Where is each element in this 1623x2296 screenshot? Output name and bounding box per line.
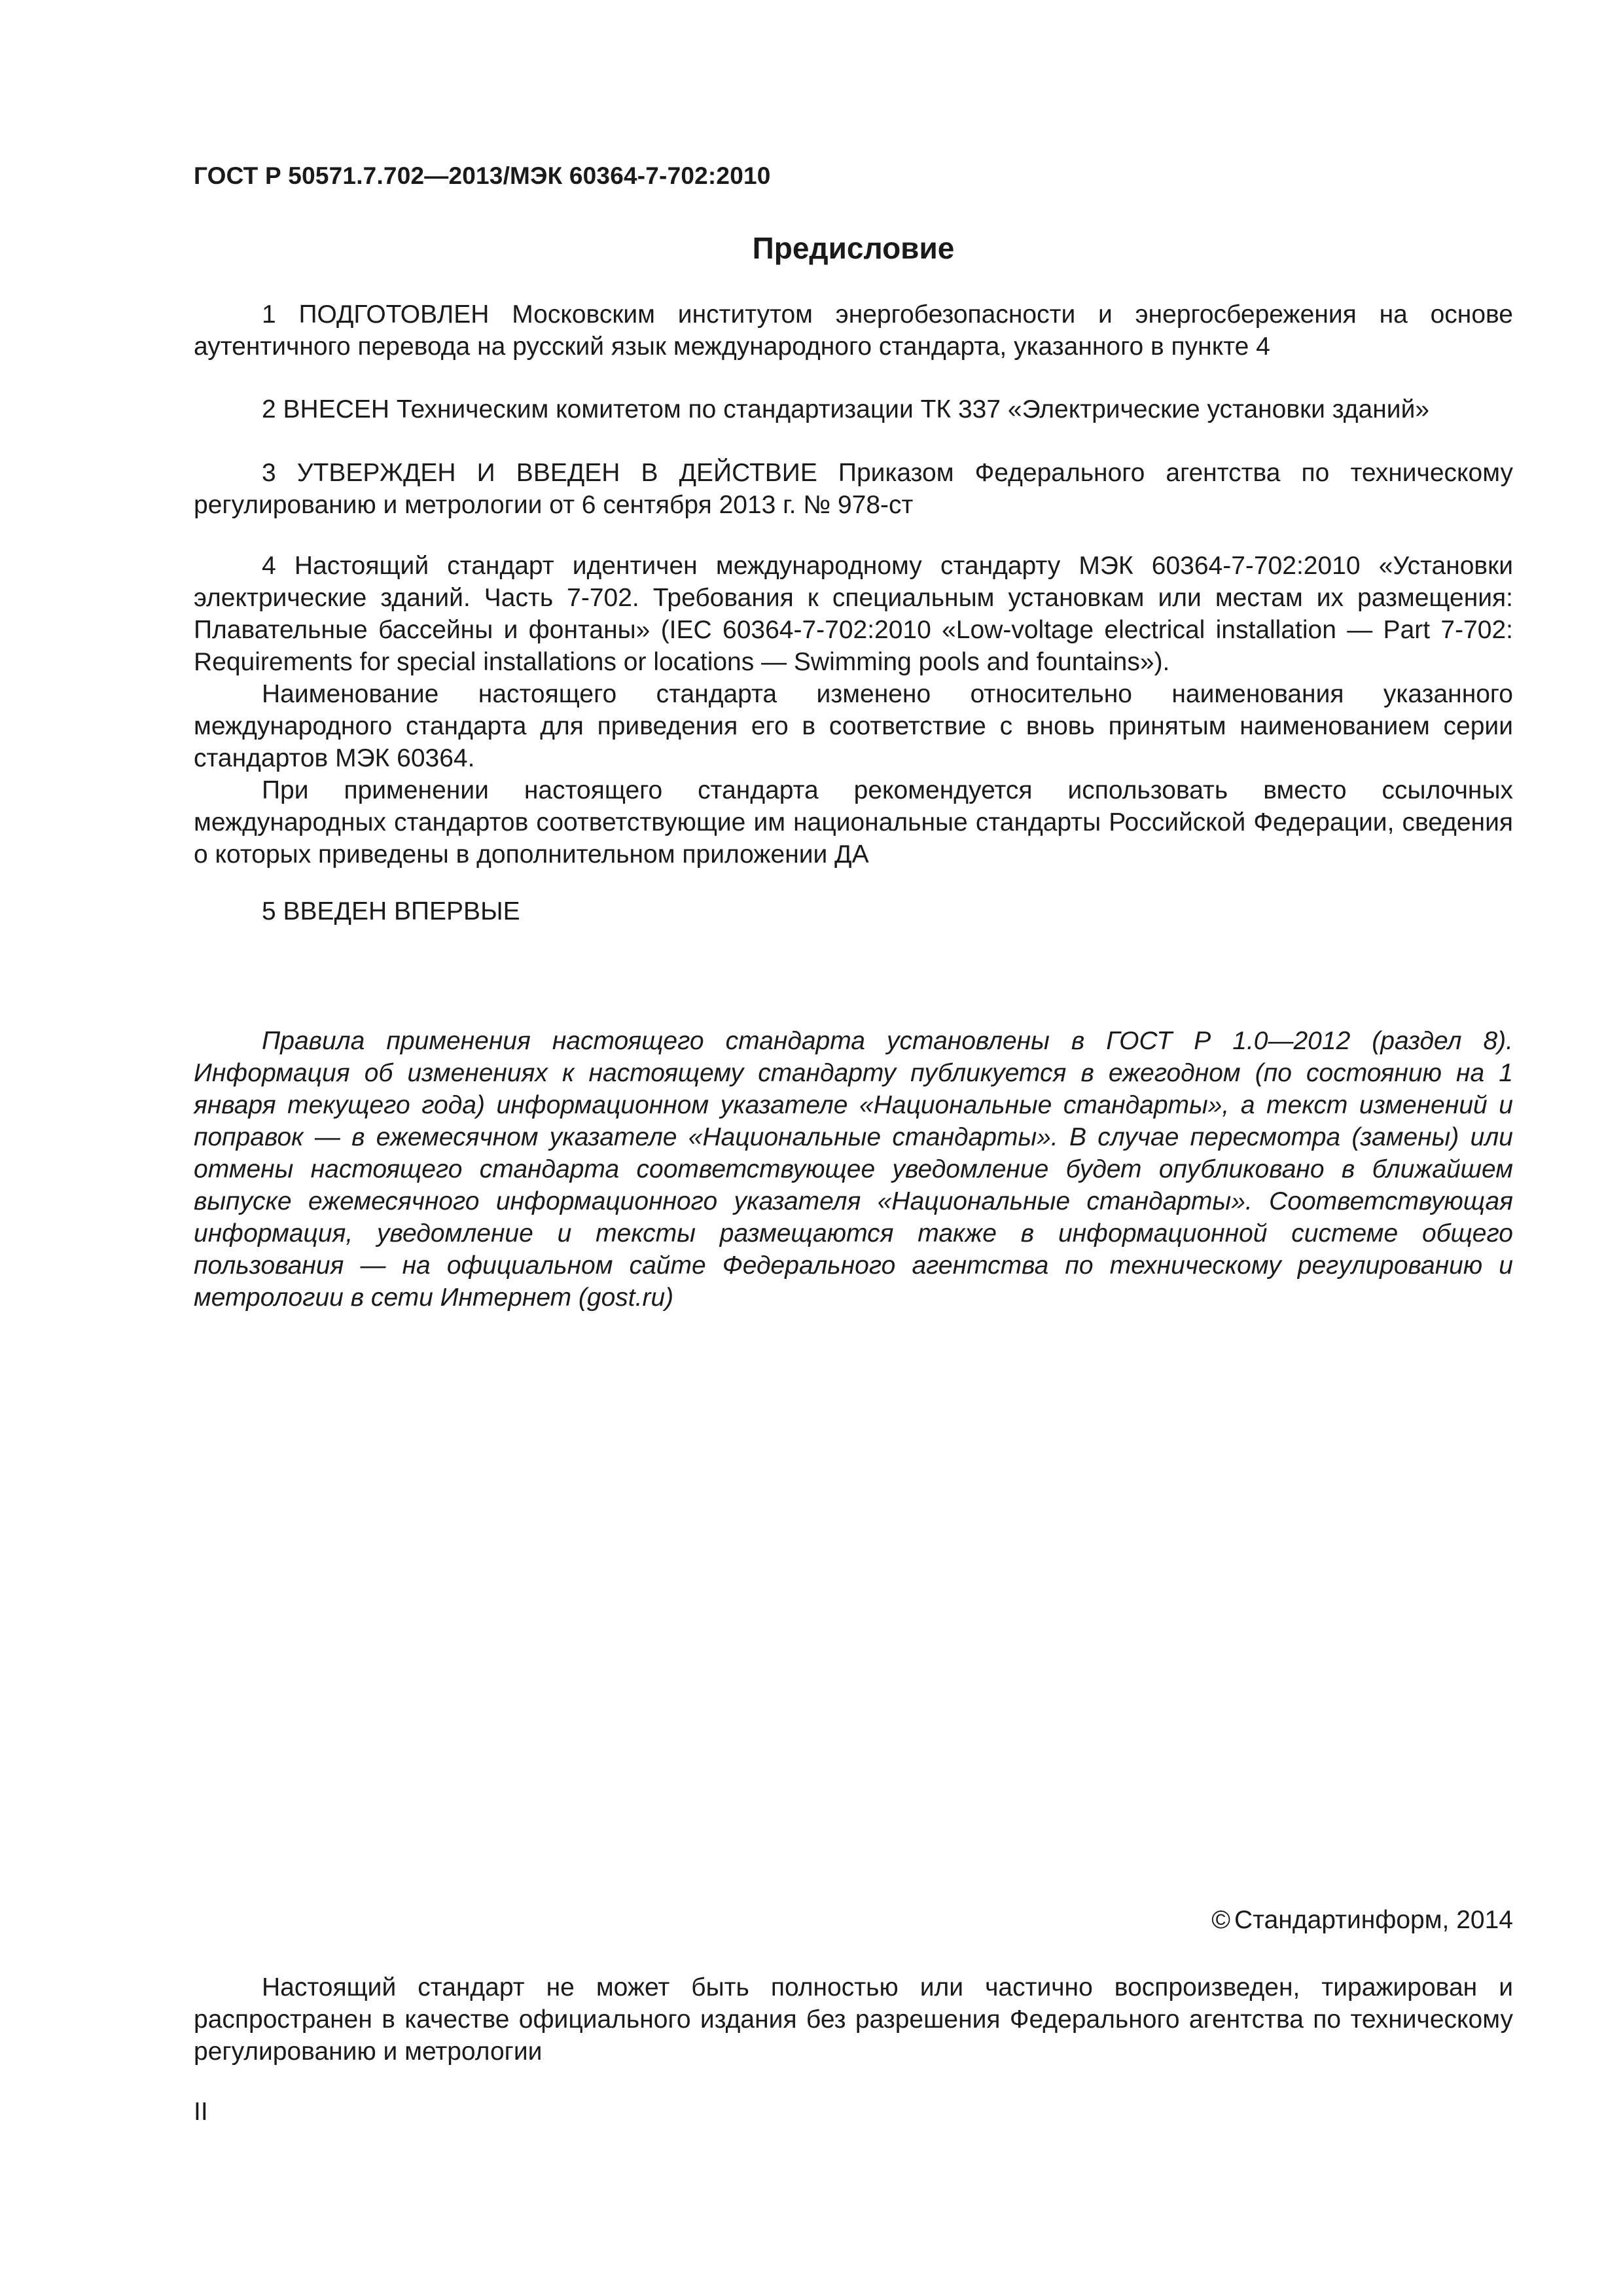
copyright-line xyxy=(1211,1906,1513,1935)
preface-item-1: 1 ПОДГОТОВЛЕН Московским институтом энергобезопасности и энергосбережения на основе аутентичного перевода на русский язык международного стандарта, указанного в пункте 4 xyxy=(194,300,1513,361)
copyright-sign: © xyxy=(1211,1906,1230,1934)
preface-item-4: 4 Настоящий стандарт идентичен международному стандарту МЭК 60364-7-702:2010 «Установки электрические зданий. Часть 7-702. Требования к специальным установкам или местам их размещения: Плавательные бассейны и фонтаны» (IEC 60364-7-702:2010 «Low-voltage electrical installation — Part 7-702: Requirements for special installations or locations — Swimming pools and fountains»). xyxy=(194,552,1513,676)
page-number: II xyxy=(194,2098,208,2126)
preface-item-2: 2 ВНЕСЕН Техническим комитетом по стандартизации ТК 337 «Электрические установки зданий» xyxy=(262,395,1430,423)
preface-item-5: 5 ВВЕДЕН ВПЕРВЫЕ xyxy=(262,897,520,925)
page-title: Предисловие xyxy=(752,231,955,265)
preface-item-3: 3 УТВЕРЖДЕН И ВВЕДЕН В ДЕЙСТВИЕ Приказом Федерального агентства по техническому регулированию и метрологии от 6 сентября 2013 г. № 978-ст xyxy=(194,459,1513,519)
application-rules-notice: Правила применения настоящего стандарта установлены в ГОСТ Р 1.0—2012 (раздел 8). Информация об изменениях к настоящему стандарту публикуется в ежегодном (по состоянию на 1 января текущего года) информационном указателе «Национальные стандарты», а текст изменений и поправок — в ежемесячном указателе «Национальные стандарты». В случае пересмотра (замены) или отмены настоящего стандарта соответствующее уведомление будет опубликовано в ближайшем выпуске ежемесячного информационного указателя «Национальные стандарты». Соответствующая информация, уведомление и тексты размещаются также в информационной системе общего пользования — на официальном сайте Федерального агентства по техническому регулированию и метрологии в сети Интернет (gost.ru) xyxy=(194,1027,1513,1312)
preface-item-4-name-change: Наименование настоящего стандарта изменено относительно наименования указанного международного стандарта для приведения его в соответствие с вновь принятым наименованием серии стандартов МЭК 60364. xyxy=(194,680,1513,772)
standard-designation: ГОСТ Р 50571.7.702—2013/МЭК 60364-7-702:2010 xyxy=(194,162,771,189)
reprint-restriction-notice: Настоящий стандарт не может быть полностью или частично воспроизведен, тиражирован и распространен в качестве официального издания без разрешения Федерального агентства по техническому регулированию и метрологии xyxy=(194,1973,1513,2066)
copyright-text: Стандартинформ, 2014 xyxy=(1234,1906,1513,1934)
preface-item-4-references: При применении настоящего стандарта рекомендуется использовать вместо ссылочных международных стандартов соответствующие им национальные стандарты Российской Федерации, сведения о которых приведены в дополнительном приложении ДА xyxy=(194,776,1513,869)
